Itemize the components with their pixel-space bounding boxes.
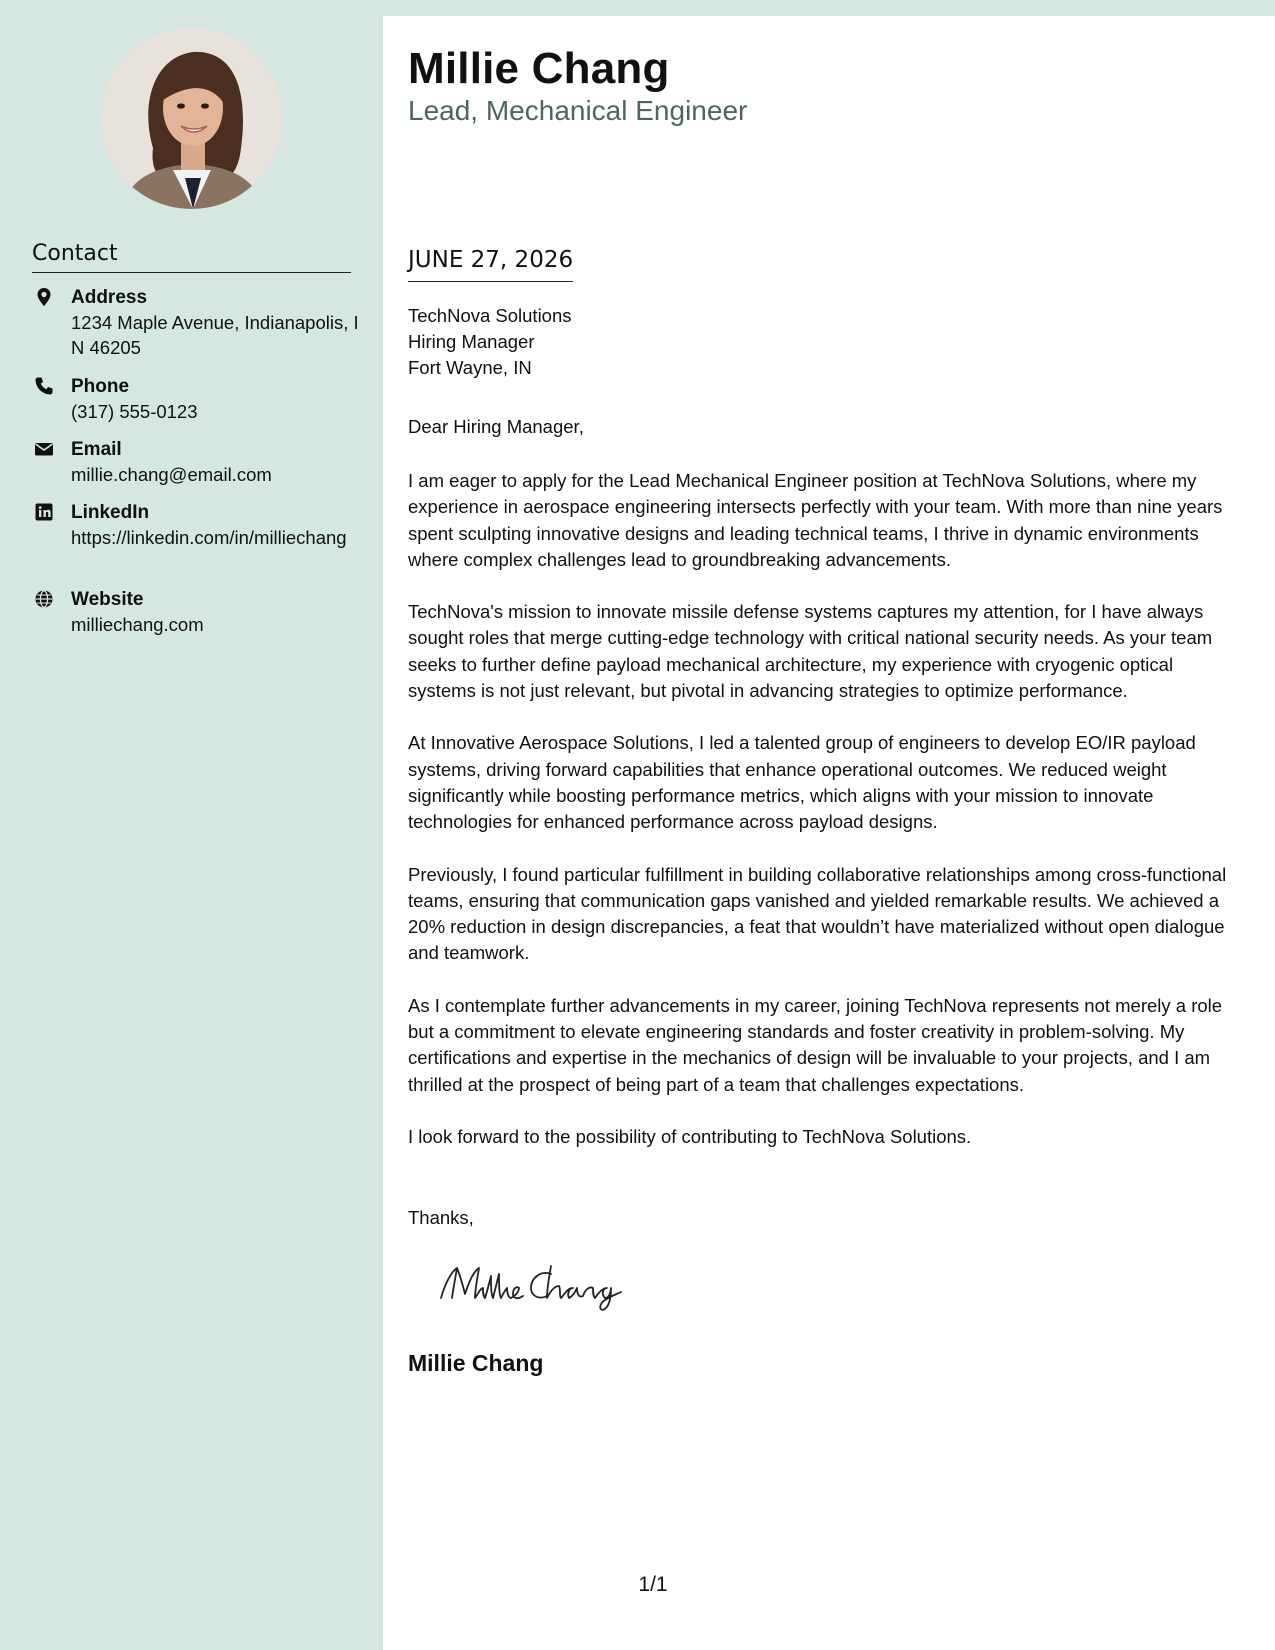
body-paragraph: TechNova's mission to innovate missile defense systems captures my attention, for I have always sought roles that merge cutting-edge technology with critical national security needs. As your team seeks to further define payload mechanical architecture, my experience with cryogenic optical systems is not just relevant, but pivotal in advancing strategies to optimize performance.	[408, 601, 1213, 702]
email-value[interactable]: millie.chang@email.com	[71, 464, 272, 485]
recipient-block	[408, 303, 1008, 381]
recipient-role: Hiring Manager	[408, 331, 535, 352]
body-paragraph: I am eager to apply for the Lead Mechanical Engineer position at TechNova Solutions, where my experience in aerospace engineering intersects perfectly with your team. With more than nine years spent sculpting innovative designs and leading technical teams, I thrive in dynamic environments where complex challenges lead to groundbreaking advancements.	[408, 470, 1223, 570]
phone-label: Phone	[71, 376, 130, 397]
letter-page	[383, 16, 1275, 1650]
signed-name: Millie Chang	[408, 1350, 544, 1376]
address-label: Address	[71, 287, 148, 308]
recipient-company: TechNova Solutions	[408, 305, 572, 326]
linkedin-value[interactable]: https://linkedin.com/in/milliechang	[71, 527, 347, 548]
map-pin-icon	[34, 287, 54, 307]
handwritten-signature	[433, 1254, 653, 1314]
globe-icon	[34, 589, 54, 609]
envelope-icon	[34, 439, 54, 459]
closing: Thanks,	[408, 1207, 474, 1228]
salutation: Dear Hiring Manager,	[408, 416, 584, 437]
linkedin-icon	[34, 502, 54, 522]
applicant-name: Millie Chang	[408, 44, 670, 93]
phone-icon	[34, 376, 54, 396]
website-value[interactable]: milliechang.com	[71, 614, 204, 635]
sidebar	[0, 0, 383, 1650]
body-paragraph: As I contemplate further advancements in my career, joining TechNova represents not merely a role but a commitment to elevate engineering standards and foster creativity in problem-solving. My certifications and expertise in the mechanics of design will be invaluable to your projects, and I am thrilled at the prospect of being part of a team that challenges expectations.	[408, 994, 1223, 1095]
contact-heading: Contact	[32, 240, 351, 273]
letter-date: JUNE 27, 2026	[408, 244, 573, 282]
profile-photo	[101, 28, 282, 209]
recipient-location: Fort Wayne, IN	[408, 357, 532, 378]
website-label: Website	[71, 589, 144, 610]
page-number: 1/1	[638, 1573, 668, 1596]
linkedin-label: LinkedIn	[71, 502, 150, 523]
avatar	[101, 28, 282, 209]
phone-value: (317) 555-0123	[71, 401, 198, 422]
applicant-title: Lead, Mechanical Engineer	[408, 95, 748, 126]
body-paragraph: At Innovative Aerospace Solutions, I led a talented group of engineers to develop EO/IR payload systems, driving forward capabilities that enhance operational outcomes. We reduced weight significantly while boosting performance metrics, which aligns with your mission to innovate technologies for enhanced performance across payload designs.	[408, 732, 1196, 833]
email-label: Email	[71, 439, 122, 460]
address-value: 1234 Maple Avenue, Indianapolis, IN 46205	[71, 312, 359, 358]
letter-body	[408, 468, 1238, 1176]
body-paragraph: I look forward to the possibility of contributing to TechNova Solutions.	[408, 1125, 972, 1147]
body-paragraph: Previously, I found particular fulfillment in building collaborative relationships among cross-functional teams, ensuring that communication gaps vanished and yielded remarkable results. We achieved a 20% reduction in design discrepancies, a feat that wouldn’t have materialized without open dialogue and teamwork.	[408, 863, 1227, 964]
